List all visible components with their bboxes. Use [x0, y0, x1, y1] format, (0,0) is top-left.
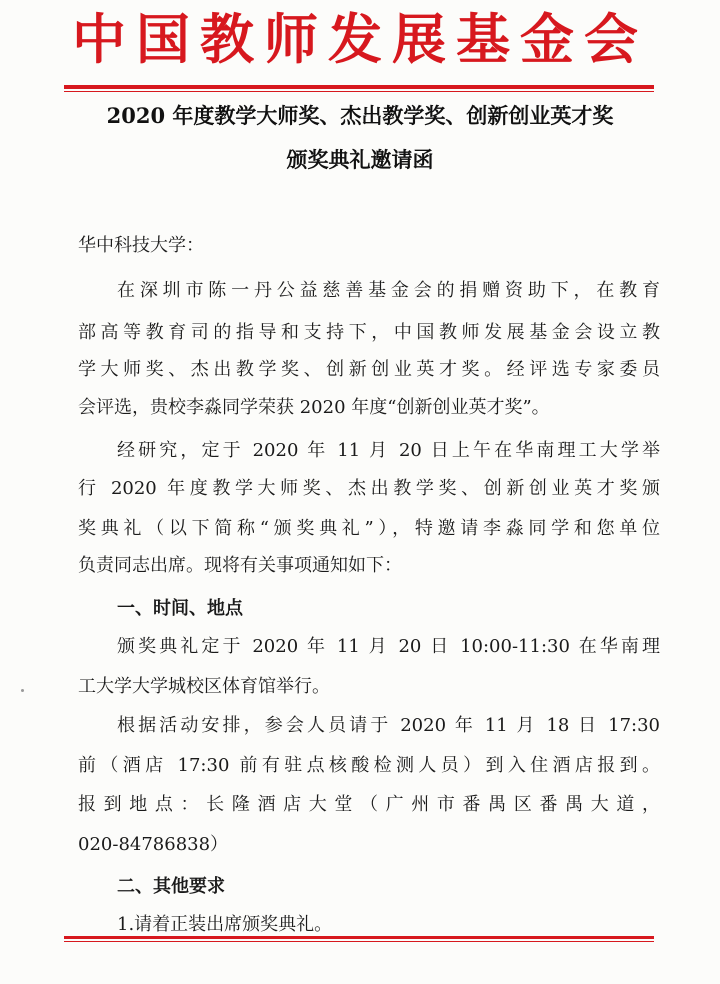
footer-red-rule — [64, 936, 654, 939]
letterhead-red-rule — [64, 85, 654, 89]
section-1-line-1: 颁奖典礼定于 2020 年 11 月 20 日 10:00-11:30 在华南理 — [117, 636, 660, 657]
scan-speck — [21, 689, 24, 692]
section-1-line-4: 前（酒店 17:30 前有驻点核酸检测人员）到入住酒店报到。 — [78, 755, 660, 776]
salutation: 华中科技大学： — [78, 235, 204, 256]
body-paragraph-1-line-4: 会评选，贵校李淼同学荣获 2020 年度“创新创业英才奖”。 — [78, 397, 550, 418]
body-paragraph-2-line-1: 经研究，定于 2020 年 11 月 20 日上午在华南理工大学举 — [117, 440, 660, 461]
section-2-heading: 二、其他要求 — [117, 876, 225, 897]
section-2-line-1: 1.请着正装出席颁奖典礼。 — [117, 914, 333, 935]
footer-red-rule-thin — [64, 941, 654, 942]
body-paragraph-2-line-4: 负责同志出席。现将有关事项通知如下： — [78, 555, 402, 576]
body-paragraph-2-line-2: 行 2020 年度教学大师奖、杰出教学奖、创新创业英才奖颁 — [78, 478, 660, 499]
section-1-line-5: 报到地点：长隆酒店大堂（广州市番禺区番禺大道， — [78, 794, 660, 815]
document-title-line-2: 颁奖典礼邀请函 — [286, 147, 434, 172]
section-1-line-3: 根据活动安排，参会人员请于 2020 年 11 月 18 日 17:30 — [117, 715, 660, 736]
body-paragraph-1-line-2: 部高等教育司的指导和支持下，中国教师发展基金会设立教 — [78, 322, 660, 343]
body-paragraph-1-line-3: 学大师奖、杰出教学奖、创新创业英才奖。经评选专家委员 — [78, 359, 660, 380]
letterhead-red-rule-thin — [64, 91, 654, 92]
section-1-heading: 一、时间、地点 — [117, 598, 243, 619]
body-paragraph-2-line-3: 奖典礼（以下简称“颁奖典礼”），特邀请李淼同学和您单位 — [78, 518, 660, 539]
letterhead-org-name: 中国教师发展基金会 — [72, 7, 648, 71]
section-1-line-2: 工大学大学城校区体育馆举行。 — [78, 676, 330, 697]
body-paragraph-1-line-1: 在深圳市陈一丹公益慈善基金会的捐赠资助下，在教育 — [117, 280, 660, 301]
document-title-line-1: 2020 年度教学大师奖、杰出教学奖、创新创业英才奖 — [106, 103, 614, 128]
section-1-line-6: 020-84786838） — [78, 834, 229, 855]
